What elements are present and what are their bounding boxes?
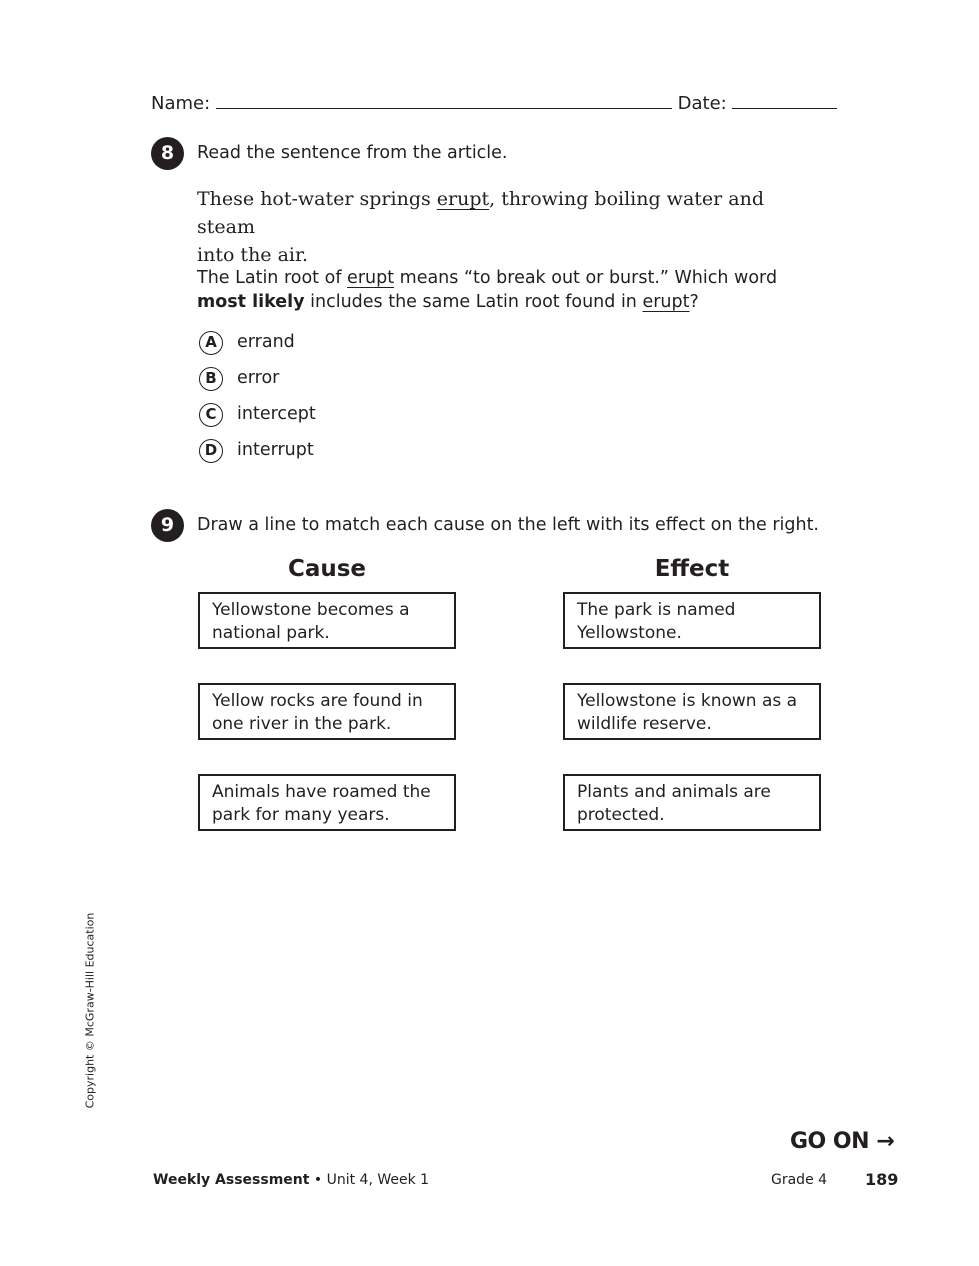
go-on-indicator: [790, 1129, 894, 1154]
option-text: error: [237, 368, 280, 388]
copyright-notice: Copyright © McGraw-Hill Education: [83, 912, 97, 1109]
question-bold-text: most likely: [197, 292, 305, 312]
question-number-8: 8: [151, 137, 184, 170]
effect-heading: Effect: [654, 556, 730, 582]
passage-text: , throwing boiling water and steam: [197, 188, 764, 238]
passage-text: These hot-water springs: [197, 188, 437, 210]
passage-text: into the air.: [197, 244, 309, 266]
question-text: means “to break out or burst.” Which word: [394, 268, 778, 288]
question-text: includes the same Latin root found in: [304, 292, 643, 312]
cause-box[interactable]: Yellowstone becomes a national park.: [198, 592, 456, 649]
name-label: Name:: [151, 93, 211, 114]
effect-box[interactable]: Plants and animals are protected.: [563, 774, 821, 831]
footer-unit: • Unit 4, Week 1: [309, 1172, 430, 1188]
question-text: The Latin root of: [197, 268, 348, 288]
name-field[interactable]: [216, 90, 672, 109]
q9-prompt: Draw a line to match each cause on the left with its effect on the right.: [197, 515, 819, 535]
effect-box[interactable]: Yellowstone is known as a wildlife reserve.: [563, 683, 821, 740]
cause-box[interactable]: Animals have roamed the park for many years.: [198, 774, 456, 831]
q8-passage: [197, 185, 817, 269]
question-underlined-word: erupt: [642, 292, 690, 312]
question-underlined-word: erupt: [347, 268, 395, 288]
option-bubble[interactable]: D: [199, 439, 223, 463]
passage-underlined-word: erupt: [436, 188, 490, 210]
page-number: 189: [865, 1170, 899, 1189]
option-text: errand: [237, 332, 295, 352]
question-text: ?: [689, 292, 699, 312]
footer-title: Weekly Assessment: [153, 1172, 310, 1188]
date-field[interactable]: [732, 90, 837, 109]
name-date-header: [151, 90, 837, 114]
cause-box[interactable]: Yellow rocks are found in one river in the park.: [198, 683, 456, 740]
cause-heading: Cause: [287, 556, 367, 582]
option-bubble[interactable]: A: [199, 331, 223, 355]
arrow-right-icon: →: [876, 1129, 895, 1154]
go-on-text: GO ON: [790, 1129, 870, 1154]
question-number-9: 9: [151, 509, 184, 542]
option-bubble[interactable]: B: [199, 367, 223, 391]
q8-question: [197, 266, 817, 314]
footer-grade: Grade 4: [771, 1172, 828, 1188]
option-bubble[interactable]: C: [199, 403, 223, 427]
option-text: intercept: [237, 404, 316, 424]
date-label: Date:: [677, 93, 727, 114]
footer-left: [153, 1172, 429, 1188]
q8-prompt: Read the sentence from the article.: [197, 143, 508, 163]
effect-box[interactable]: The park is named Yellowstone.: [563, 592, 821, 649]
option-text: interrupt: [237, 440, 314, 460]
